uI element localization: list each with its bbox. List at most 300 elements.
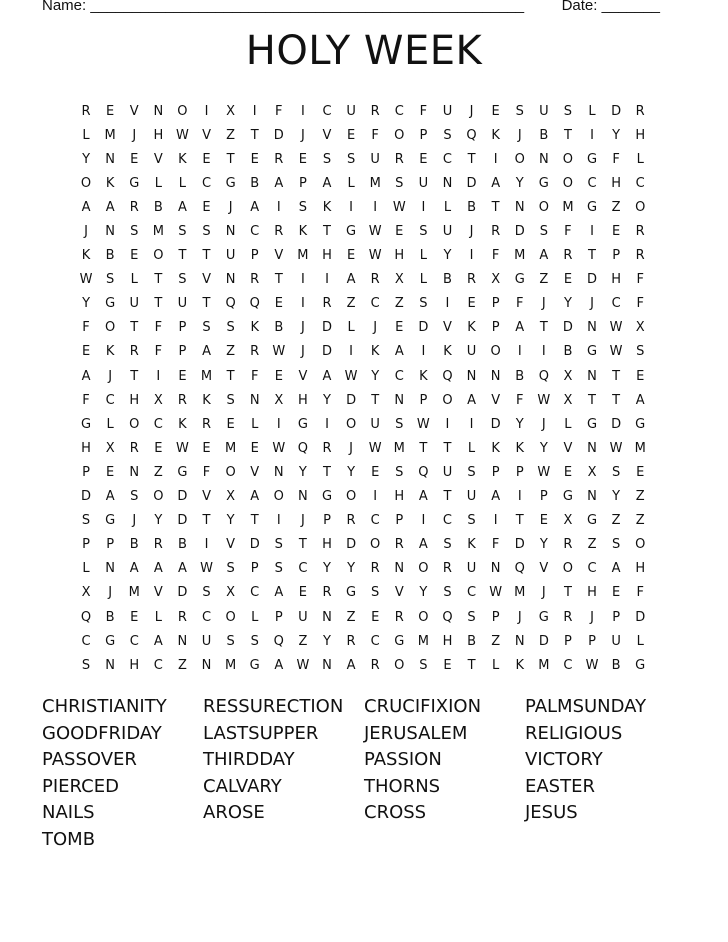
grid-cell[interactable]: E — [106, 103, 115, 119]
grid-cell[interactable]: D — [346, 392, 357, 408]
grid-cell[interactable]: U — [442, 224, 453, 240]
grid-cell[interactable]: R — [274, 151, 284, 167]
grid-cell[interactable]: D — [635, 609, 646, 625]
grid-cell[interactable]: T — [202, 513, 211, 529]
grid-cell[interactable]: S — [419, 224, 428, 240]
grid-cell[interactable]: R — [370, 561, 380, 577]
grid-cell[interactable]: L — [178, 175, 187, 191]
grid-cell[interactable]: S — [81, 513, 91, 529]
grid-cell[interactable]: L — [347, 175, 355, 191]
grid-cell[interactable]: Y — [347, 561, 356, 577]
grid-cell[interactable]: J — [517, 609, 522, 625]
grid-cell[interactable]: R — [177, 609, 187, 625]
grid-cell[interactable]: A — [322, 368, 332, 384]
grid-cell[interactable]: F — [612, 151, 620, 167]
grid-cell[interactable]: T — [419, 440, 428, 456]
grid-cell[interactable]: A — [153, 633, 163, 649]
grid-cell[interactable]: E — [298, 151, 307, 167]
grid-cell[interactable]: A — [346, 657, 356, 673]
grid-cell[interactable]: Q — [249, 296, 260, 312]
grid-cell[interactable]: E — [395, 320, 404, 336]
grid-cell[interactable]: T — [226, 368, 235, 384]
grid-cell[interactable]: I — [204, 103, 209, 119]
grid-cell[interactable]: V — [394, 585, 404, 601]
name-field[interactable]: Name: ____________________________________________________ — [42, 0, 525, 14]
grid-cell[interactable]: N — [587, 489, 597, 505]
grid-cell[interactable]: S — [130, 489, 139, 505]
grid-cell[interactable]: Y — [226, 513, 235, 529]
grid-cell[interactable]: F — [82, 392, 90, 408]
grid-cell[interactable]: C — [394, 368, 404, 384]
grid-cell[interactable]: S — [226, 392, 235, 408]
grid-cell[interactable]: Y — [82, 296, 91, 312]
grid-cell[interactable]: N — [587, 320, 597, 336]
grid-cell[interactable]: R — [467, 272, 477, 288]
grid-cell[interactable]: Z — [226, 344, 236, 360]
grid-cell[interactable]: L — [82, 127, 90, 143]
grid-cell[interactable]: C — [153, 657, 163, 673]
grid-cell[interactable]: T — [612, 368, 621, 384]
grid-cell[interactable]: F — [371, 127, 379, 143]
grid-cell[interactable]: B — [274, 320, 284, 336]
grid-cell[interactable]: O — [635, 199, 646, 215]
grid-cell[interactable]: X — [81, 585, 91, 601]
grid-cell[interactable]: V — [322, 127, 332, 143]
grid-cell[interactable]: U — [129, 296, 139, 312]
grid-cell[interactable]: I — [469, 416, 474, 432]
grid-cell[interactable]: K — [178, 416, 187, 432]
grid-cell[interactable]: S — [202, 585, 211, 601]
grid-cell[interactable]: V — [298, 368, 308, 384]
grid-cell[interactable]: C — [298, 561, 308, 577]
grid-cell[interactable]: T — [323, 224, 331, 240]
grid-cell[interactable]: I — [517, 344, 522, 360]
grid-cell[interactable]: O — [394, 657, 405, 673]
grid-cell[interactable]: D — [587, 272, 598, 288]
grid-cell[interactable]: E — [298, 585, 307, 601]
grid-cell[interactable]: T — [154, 272, 163, 288]
grid-cell[interactable]: S — [226, 320, 235, 336]
grid-cell[interactable]: D — [514, 537, 525, 553]
grid-cell[interactable]: E — [130, 248, 139, 264]
grid-cell[interactable]: Q — [442, 368, 453, 384]
grid-cell[interactable]: H — [611, 175, 621, 191]
grid-cell[interactable]: W — [585, 657, 599, 673]
grid-cell[interactable]: I — [325, 272, 329, 288]
grid-cell[interactable]: M — [538, 657, 550, 673]
grid-cell[interactable]: U — [539, 103, 549, 119]
grid-cell[interactable]: U — [225, 248, 236, 264]
grid-cell[interactable]: B — [153, 199, 163, 215]
grid-cell[interactable]: U — [418, 175, 429, 191]
grid-cell[interactable]: V — [129, 103, 139, 119]
grid-cell[interactable]: P — [491, 296, 500, 312]
grid-cell[interactable]: W — [272, 344, 286, 360]
grid-cell[interactable]: T — [588, 248, 596, 264]
grid-cell[interactable]: A — [274, 585, 284, 601]
grid-cell[interactable]: L — [443, 199, 452, 215]
grid-cell[interactable]: F — [250, 368, 259, 384]
grid-cell[interactable]: G — [562, 489, 573, 505]
grid-cell[interactable]: I — [445, 416, 450, 432]
grid-cell[interactable]: K — [467, 537, 476, 553]
grid-cell[interactable]: A — [129, 561, 139, 577]
grid-cell[interactable]: U — [370, 416, 380, 432]
grid-cell[interactable]: A — [177, 561, 187, 577]
grid-cell[interactable]: L — [154, 609, 162, 625]
grid-cell[interactable]: U — [346, 103, 356, 119]
grid-cell[interactable]: A — [322, 175, 332, 191]
grid-cell[interactable]: C — [201, 609, 212, 625]
grid-cell[interactable]: Q — [225, 296, 236, 312]
grid-cell[interactable]: O — [105, 320, 116, 336]
grid-cell[interactable]: F — [275, 103, 283, 119]
grid-cell[interactable]: N — [490, 368, 501, 384]
grid-cell[interactable]: Q — [538, 368, 549, 384]
grid-cell[interactable]: Q — [80, 609, 92, 625]
grid-cell[interactable]: R — [491, 224, 501, 240]
grid-cell[interactable]: P — [298, 175, 307, 191]
grid-cell[interactable]: C — [370, 296, 380, 312]
grid-cell[interactable]: R — [250, 272, 260, 288]
grid-cell[interactable]: I — [590, 224, 594, 240]
grid-cell[interactable]: W — [344, 368, 358, 384]
grid-cell[interactable]: O — [370, 537, 381, 553]
grid-cell[interactable]: X — [274, 392, 284, 408]
grid-cell[interactable]: F — [564, 224, 572, 240]
grid-cell[interactable]: S — [539, 224, 548, 240]
grid-cell[interactable]: E — [539, 513, 548, 529]
grid-cell[interactable]: Y — [323, 633, 331, 649]
grid-cell[interactable]: G — [105, 513, 116, 529]
grid-cell[interactable]: W — [368, 248, 382, 264]
grid-cell[interactable]: W — [175, 440, 189, 456]
grid-cell[interactable]: C — [370, 633, 380, 649]
grid-cell[interactable]: I — [300, 103, 305, 119]
grid-cell[interactable]: O — [345, 489, 357, 505]
grid-cell[interactable]: P — [178, 344, 187, 360]
grid-cell[interactable]: M — [417, 633, 429, 649]
grid-cell[interactable]: N — [105, 561, 115, 577]
grid-cell[interactable]: T — [443, 489, 452, 505]
grid-cell[interactable]: Q — [273, 633, 284, 649]
grid-cell[interactable]: C — [105, 392, 115, 408]
grid-cell[interactable]: W — [200, 561, 213, 577]
grid-cell[interactable]: G — [321, 489, 333, 505]
grid-cell[interactable]: H — [153, 127, 164, 143]
grid-cell[interactable]: P — [395, 513, 404, 529]
grid-cell[interactable]: Y — [323, 392, 331, 408]
grid-cell[interactable]: E — [154, 440, 163, 456]
grid-cell[interactable]: Y — [82, 151, 91, 167]
grid-cell[interactable]: N — [153, 103, 164, 119]
grid-cell[interactable]: I — [300, 296, 305, 312]
grid-cell[interactable]: P — [106, 537, 115, 553]
grid-cell[interactable]: Y — [515, 175, 524, 191]
grid-cell[interactable]: E — [491, 103, 500, 119]
grid-cell[interactable]: S — [346, 151, 356, 167]
grid-cell[interactable]: F — [491, 537, 500, 553]
grid-cell[interactable]: R — [563, 537, 573, 553]
grid-cell[interactable]: R — [370, 657, 380, 673]
grid-cell[interactable]: A — [81, 368, 91, 384]
grid-cell[interactable]: G — [346, 585, 357, 601]
grid-cell[interactable]: A — [418, 489, 428, 505]
grid-cell[interactable]: H — [81, 440, 91, 456]
grid-cell[interactable]: I — [300, 272, 305, 288]
grid-cell[interactable]: R — [346, 513, 356, 529]
grid-cell[interactable]: E — [274, 296, 283, 312]
grid-cell[interactable]: H — [442, 633, 453, 649]
grid-cell[interactable]: T — [226, 151, 235, 167]
grid-cell[interactable]: E — [636, 368, 645, 384]
grid-cell[interactable]: N — [394, 392, 405, 408]
grid-cell[interactable]: C — [129, 633, 139, 649]
grid-cell[interactable]: M — [634, 440, 646, 456]
grid-cell[interactable]: H — [298, 392, 308, 408]
grid-cell[interactable]: Y — [612, 127, 621, 143]
grid-cell[interactable]: C — [467, 585, 477, 601]
grid-cell[interactable]: E — [371, 464, 380, 480]
grid-cell[interactable]: N — [322, 609, 332, 625]
grid-cell[interactable]: N — [538, 151, 549, 167]
grid-cell[interactable]: P — [178, 320, 187, 336]
grid-cell[interactable]: Q — [297, 440, 308, 456]
grid-cell[interactable]: Z — [587, 537, 597, 553]
grid-cell[interactable]: V — [153, 151, 163, 167]
grid-cell[interactable]: C — [81, 633, 91, 649]
grid-cell[interactable]: K — [202, 392, 211, 408]
grid-cell[interactable]: F — [82, 320, 90, 336]
grid-cell[interactable]: X — [563, 392, 573, 408]
grid-cell[interactable]: L — [154, 175, 162, 191]
grid-cell[interactable]: P — [323, 513, 331, 529]
grid-cell[interactable]: Y — [563, 296, 572, 312]
grid-cell[interactable]: O — [394, 127, 405, 143]
grid-cell[interactable]: L — [251, 609, 259, 625]
grid-cell[interactable]: I — [373, 199, 378, 215]
grid-cell[interactable]: C — [587, 175, 597, 191]
grid-cell[interactable]: M — [104, 127, 116, 143]
grid-cell[interactable]: M — [200, 368, 213, 384]
grid-cell[interactable]: I — [517, 489, 522, 505]
grid-cell[interactable]: H — [611, 272, 621, 288]
grid-cell[interactable]: E — [130, 609, 139, 625]
grid-cell[interactable]: T — [130, 368, 139, 384]
grid-cell[interactable]: N — [514, 199, 525, 215]
grid-cell[interactable]: N — [105, 151, 115, 167]
grid-cell[interactable]: R — [81, 103, 91, 119]
grid-cell[interactable]: R — [201, 416, 212, 432]
grid-cell[interactable]: L — [419, 248, 427, 264]
grid-cell[interactable]: N — [394, 561, 405, 577]
grid-cell[interactable]: P — [82, 537, 90, 553]
grid-cell[interactable]: E — [130, 151, 139, 167]
grid-cell[interactable]: H — [635, 561, 646, 577]
grid-cell[interactable]: I — [156, 368, 161, 384]
grid-cell[interactable]: J — [300, 513, 305, 529]
grid-cell[interactable]: C — [442, 513, 452, 529]
grid-cell[interactable]: X — [563, 513, 573, 529]
grid-cell[interactable]: O — [177, 103, 188, 119]
grid-cell[interactable]: S — [202, 224, 211, 240]
grid-cell[interactable]: E — [202, 199, 211, 215]
grid-cell[interactable]: B — [442, 272, 452, 288]
grid-cell[interactable]: J — [132, 127, 137, 143]
grid-cell[interactable]: U — [442, 103, 453, 119]
grid-cell[interactable]: B — [539, 127, 549, 143]
grid-cell[interactable]: K — [105, 175, 115, 191]
grid-cell[interactable]: E — [563, 272, 573, 288]
grid-cell[interactable]: Y — [443, 248, 452, 264]
grid-cell[interactable]: D — [249, 537, 260, 553]
grid-cell[interactable]: P — [274, 609, 283, 625]
grid-cell[interactable]: N — [298, 489, 308, 505]
grid-cell[interactable]: F — [515, 296, 524, 312]
grid-cell[interactable]: J — [469, 224, 474, 240]
grid-cell[interactable]: I — [204, 537, 209, 553]
grid-cell[interactable]: K — [419, 368, 428, 384]
grid-cell[interactable]: T — [491, 199, 500, 215]
grid-cell[interactable]: G — [514, 272, 525, 288]
grid-cell[interactable]: U — [201, 633, 212, 649]
grid-cell[interactable]: J — [300, 127, 305, 143]
grid-cell[interactable]: R — [129, 199, 139, 215]
grid-cell[interactable]: W — [489, 585, 503, 601]
grid-cell[interactable]: K — [178, 151, 187, 167]
grid-cell[interactable]: R — [394, 151, 404, 167]
grid-cell[interactable]: P — [491, 609, 500, 625]
grid-cell[interactable]: A — [515, 320, 525, 336]
grid-cell[interactable]: S — [636, 344, 645, 360]
grid-cell[interactable]: A — [491, 489, 501, 505]
grid-cell[interactable]: I — [421, 513, 426, 529]
grid-cell[interactable]: T — [250, 127, 259, 143]
grid-cell[interactable]: J — [228, 199, 233, 215]
grid-cell[interactable]: L — [636, 151, 644, 167]
grid-cell[interactable]: F — [202, 464, 211, 480]
grid-cell[interactable]: V — [563, 440, 573, 456]
grid-cell[interactable]: X — [491, 272, 501, 288]
grid-cell[interactable]: P — [515, 464, 524, 480]
grid-cell[interactable]: N — [587, 440, 597, 456]
grid-cell[interactable]: S — [395, 416, 404, 432]
grid-cell[interactable]: J — [373, 320, 378, 336]
grid-cell[interactable]: B — [515, 368, 525, 384]
grid-cell[interactable]: F — [515, 392, 524, 408]
grid-cell[interactable]: E — [636, 464, 645, 480]
grid-cell[interactable]: B — [250, 175, 260, 191]
grid-cell[interactable]: N — [225, 272, 236, 288]
grid-cell[interactable]: Y — [323, 561, 331, 577]
grid-cell[interactable]: Z — [394, 296, 404, 312]
grid-cell[interactable]: P — [612, 609, 621, 625]
grid-cell[interactable]: D — [562, 320, 573, 336]
grid-cell[interactable]: M — [128, 585, 140, 601]
grid-cell[interactable]: B — [467, 199, 476, 215]
grid-cell[interactable]: G — [177, 464, 188, 480]
grid-cell[interactable]: P — [419, 392, 428, 408]
grid-cell[interactable]: R — [563, 609, 573, 625]
grid-cell[interactable]: V — [153, 585, 163, 601]
grid-cell[interactable]: A — [105, 199, 115, 215]
grid-cell[interactable]: E — [443, 657, 452, 673]
grid-cell[interactable]: B — [563, 344, 573, 360]
grid-cell[interactable]: R — [370, 272, 380, 288]
grid-cell[interactable]: S — [274, 537, 283, 553]
grid-cell[interactable]: W — [272, 440, 286, 456]
grid-cell[interactable]: K — [105, 344, 115, 360]
grid-cell[interactable]: X — [635, 320, 645, 336]
grid-cell[interactable]: G — [586, 344, 598, 360]
grid-cell[interactable]: B — [177, 537, 187, 553]
grid-cell[interactable]: M — [369, 175, 381, 191]
grid-cell[interactable]: X — [587, 464, 597, 480]
grid-cell[interactable]: R — [563, 248, 573, 264]
grid-cell[interactable]: E — [346, 127, 356, 143]
grid-cell[interactable]: M — [514, 585, 526, 601]
grid-cell[interactable]: N — [249, 392, 260, 408]
grid-cell[interactable]: W — [368, 224, 382, 240]
grid-cell[interactable]: Z — [635, 513, 645, 529]
grid-cell[interactable]: G — [586, 416, 598, 432]
grid-cell[interactable]: S — [467, 609, 476, 625]
grid-cell[interactable]: G — [105, 633, 116, 649]
grid-cell[interactable]: H — [129, 392, 140, 408]
grid-cell[interactable]: C — [635, 175, 645, 191]
grid-cell[interactable]: Z — [153, 464, 163, 480]
grid-cell[interactable]: V — [202, 272, 211, 288]
grid-cell[interactable]: B — [611, 657, 621, 673]
grid-cell[interactable]: Z — [298, 633, 308, 649]
grid-cell[interactable]: N — [177, 633, 188, 649]
grid-cell[interactable]: K — [81, 248, 91, 264]
grid-cell[interactable]: S — [81, 657, 91, 673]
grid-cell[interactable]: I — [541, 344, 546, 360]
grid-cell[interactable]: P — [491, 464, 500, 480]
grid-cell[interactable]: O — [225, 609, 236, 625]
grid-cell[interactable]: O — [562, 175, 574, 191]
grid-cell[interactable]: Y — [612, 489, 621, 505]
grid-cell[interactable]: S — [395, 175, 404, 191]
grid-cell[interactable]: O — [418, 561, 429, 577]
grid-cell[interactable]: E — [419, 151, 428, 167]
grid-cell[interactable]: N — [105, 224, 115, 240]
grid-cell[interactable]: C — [322, 103, 332, 119]
grid-cell[interactable]: E — [563, 464, 573, 480]
grid-cell[interactable]: L — [588, 103, 596, 119]
grid-cell[interactable]: S — [467, 464, 476, 480]
grid-cell[interactable]: E — [612, 224, 621, 240]
grid-cell[interactable]: S — [467, 513, 476, 529]
date-field[interactable]: Date: _______ — [561, 0, 660, 14]
grid-cell[interactable]: D — [177, 513, 188, 529]
grid-cell[interactable]: R — [635, 103, 645, 119]
grid-cell[interactable]: S — [515, 103, 524, 119]
grid-cell[interactable]: A — [635, 392, 645, 408]
grid-cell[interactable]: E — [226, 416, 235, 432]
grid-cell[interactable]: R — [322, 440, 332, 456]
grid-cell[interactable]: L — [419, 272, 427, 288]
grid-cell[interactable]: Y — [298, 464, 307, 480]
grid-cell[interactable]: C — [250, 585, 260, 601]
grid-cell[interactable]: G — [105, 296, 116, 312]
grid-cell[interactable]: K — [370, 344, 380, 360]
grid-cell[interactable]: R — [153, 537, 163, 553]
grid-cell[interactable]: G — [129, 175, 140, 191]
grid-cell[interactable]: I — [276, 199, 281, 215]
grid-cell[interactable]: O — [225, 464, 236, 480]
